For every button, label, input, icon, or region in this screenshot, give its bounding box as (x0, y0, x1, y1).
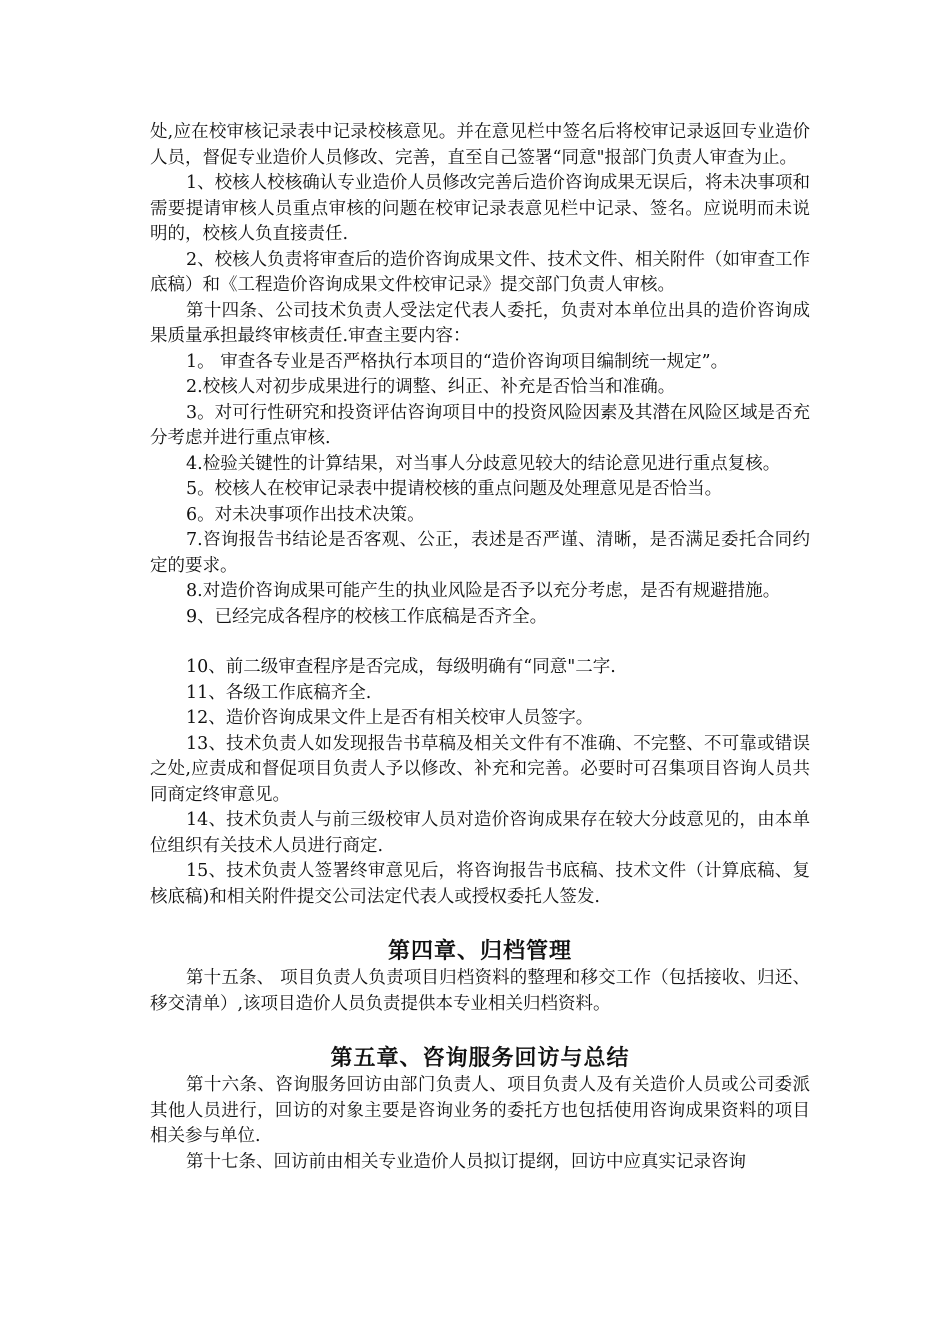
paragraph-article-14: 第十四条、公司技术负责人受法定代表人委托，负责对本单位出具的造价咨询成果质量承担最终审核责任.审查主要内容： (150, 300, 810, 346)
review-item-12: 12、造价咨询成果文件上是否有相关校审人员签字。 (186, 708, 594, 728)
review-item-11: 11、各级工作底稿齐全. (186, 682, 372, 703)
review-item-7: 7.咨询报告书结论是否客观、公正，表述是否严谨、清晰，是否满足委托合同约定的要求。 (150, 530, 810, 576)
paragraph-item-1: 1、校核人校核确认专业造价人员修改完善后造价咨询成果无误后，将未决事项和需要提请审核人员重点审核的问题在校审记录表意见栏中记录、签名。应说明而未说明的，校核人负直接责任. (150, 173, 810, 244)
review-item-8: 8.对造价咨询成果可能产生的执业风险是否予以充分考虑，是否有规避措施。 (186, 581, 781, 601)
review-item-13: 13、技术负责人如发现报告书草稿及相关文件有不准确、不完整、不可靠或错误之处,应责成和督促项目负责人予以修改、补充和完善。必要时可召集项目咨询人员共同商定终审意见。 (150, 733, 810, 805)
chapter-5-heading: 第五章、咨询服务回访与总结 (330, 1046, 630, 1071)
review-item-15: 15、技术负责人签署终审意见后，将咨询报告书底稿、技术文件（计算底稿、复核底稿)和相关附件提交公司法定代表人或授权委托人签发. (150, 861, 810, 907)
review-item-2: 2.校核人对初步成果进行的调整、纠正、补充是否恰当和准确。 (186, 377, 676, 397)
paragraph-continuation: 处,应在校审核记录表中记录校核意见。并在意见栏中签名后将校审记录返回专业造价人员，督促专业造价人员修改、完善，直至自己签署“同意"报部门负责人审查为止。 (150, 122, 810, 168)
review-item-3: 3。对可行性研究和投资评估咨询项目中的投资风险因素及其潜在风险区域是否充分考虑并进行重点审核. (150, 402, 810, 448)
paragraph-article-16: 第十六条、咨询服务回访由部门负责人、项目负责人及有关造价人员或公司委派其他人员进行，回访的对象主要是咨询业务的委托方也包括使用咨询成果资料的项目相关参与单位. (150, 1075, 810, 1146)
review-item-4: 4.检验关键性的计算结果，对当事人分歧意见较大的结论意见进行重点复核。 (186, 453, 781, 474)
review-item-14: 14、技术负责人与前三级校审人员对造价咨询成果存在较大分歧意见的，由本单位组织有关技术人员进行商定. (150, 810, 810, 856)
review-item-9: 9、已经完成各程序的校核工作底稿是否齐全。 (186, 606, 548, 627)
paragraph-article-15: 第十五条、 项目负责人负责项目归档资料的整理和移交工作（包括接收、归还、移交清单）,该项目造价人员负责提供本专业相关归档资料。 (150, 968, 810, 1014)
paragraph-article-17: 第十七条、回访前由相关专业造价人员拟订提纲，回访中应真实记录咨询 (186, 1151, 746, 1172)
review-item-6: 6。对未决事项作出技术决策。 (186, 504, 425, 525)
review-item-5: 5。校核人在校审记录表中提请校核的重点问题及处理意见是否恰当。 (186, 479, 723, 499)
document-body (150, 120, 810, 1175)
chapter-4-heading: 第四章、归档管理 (387, 939, 572, 964)
review-item-1: 1。 审查各专业是否严格执行本项目的“造价咨询项目编制统一规定”。 (186, 351, 729, 372)
paragraph-item-2: 2、校核人负责将审查后的造价咨询成果文件、技术文件、相关附件（如审查工作底稿）和《工程造价咨询成果文件校审记录》提交部门负责人审核。 (150, 249, 810, 295)
review-item-10: 10、前二级审查程序是否完成，每级明确有“同意"二字. (186, 657, 616, 677)
